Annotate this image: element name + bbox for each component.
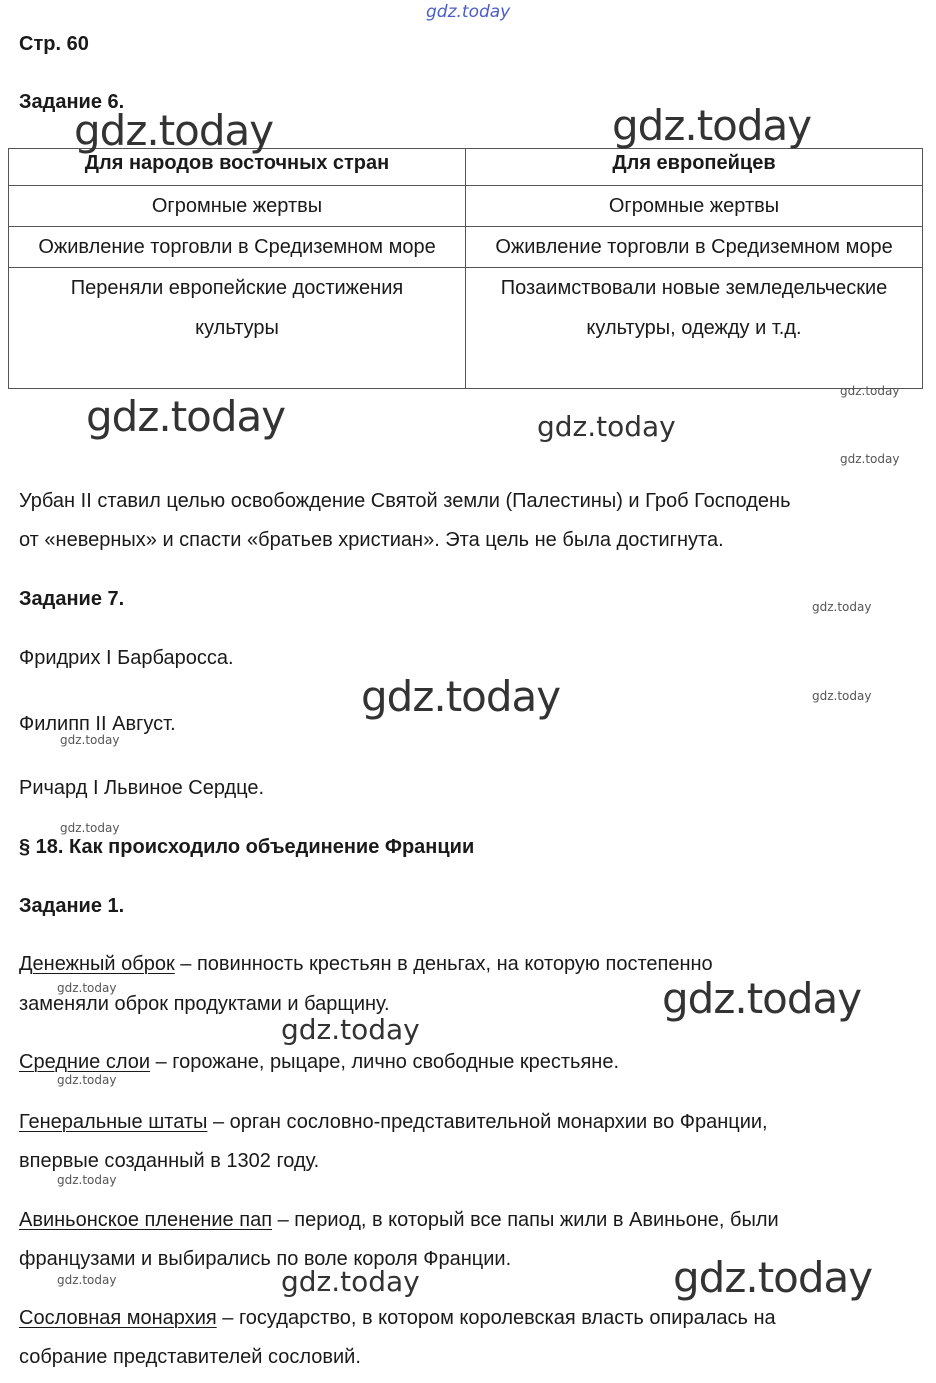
task7-item: Ричард I Львиное Сердце. xyxy=(19,777,265,799)
definition-line xyxy=(19,1200,779,1240)
task7-item: Филипп II Август. xyxy=(19,713,176,735)
watermark: gdz.today xyxy=(57,1073,117,1087)
table-header-europe: Для европейцев xyxy=(466,149,923,186)
table-cell: Огромные жертвы xyxy=(9,186,466,227)
watermark: gdz.today xyxy=(86,392,286,441)
definition-term: Генеральные штаты xyxy=(19,1111,208,1133)
site-watermark-top: gdz.today xyxy=(426,2,511,22)
watermark: gdz.today xyxy=(57,981,117,995)
watermark: gdz.today xyxy=(60,733,120,747)
table-row xyxy=(9,268,923,389)
watermark: gdz.today xyxy=(673,1253,873,1302)
definition-text: – период, в который все папы жили в Авиньоне, были xyxy=(272,1209,779,1231)
task6-title: Задание 6. xyxy=(19,91,125,113)
task1-title: Задание 1. xyxy=(19,895,125,917)
watermark: gdz.today xyxy=(281,1265,420,1298)
table-cell: Оживление торговли в Средиземном море xyxy=(466,227,923,268)
watermark: gdz.today xyxy=(57,1273,117,1287)
watermark: gdz.today xyxy=(662,974,862,1023)
table-cell: Позаимствовали новые земледельческие культуры, одежду и т.д. xyxy=(466,268,923,389)
table-row xyxy=(9,186,923,227)
task6-answer-line2: от «неверных» и спасти «братьев христиан». Эта цель не была достигнута. xyxy=(19,529,724,551)
definition-term: Авиньонское пленение пап xyxy=(19,1209,273,1231)
definition-line: впервые созданный в 1302 году. xyxy=(19,1150,320,1172)
section-title: § 18. Как происходило объединение Франции xyxy=(19,836,475,858)
definition-line: заменяли оброк продуктами и барщину. xyxy=(19,993,390,1015)
definition-text: – государство, в котором королевская власть опиралась на xyxy=(216,1307,776,1329)
comparison-table xyxy=(8,148,923,389)
task7-title: Задание 7. xyxy=(19,588,125,610)
watermark: gdz.today xyxy=(840,452,900,466)
watermark: gdz.today xyxy=(74,106,274,155)
watermark: gdz.today xyxy=(612,101,812,150)
definition-term: Средние слои xyxy=(19,1051,151,1073)
table-cell: Переняли европейские достижения культуры xyxy=(9,268,466,389)
definition-text: – орган сословно-представительной монархии во Франции, xyxy=(207,1111,768,1133)
watermark: gdz.today xyxy=(281,1013,420,1046)
watermark: gdz.today xyxy=(57,1173,117,1187)
watermark: gdz.today xyxy=(840,384,900,398)
definition-line xyxy=(19,1102,768,1142)
definition-text: – горожане, рыцаре, лично свободные крестьяне. xyxy=(150,1051,620,1073)
definition-term: Денежный оброк xyxy=(19,953,175,975)
watermark: gdz.today xyxy=(361,672,561,721)
page-number: Стр. 60 xyxy=(19,33,89,55)
watermark: gdz.today xyxy=(60,821,120,835)
table-row xyxy=(9,227,923,268)
definition-line: собрание представителей сословий. xyxy=(19,1346,361,1368)
task6-answer-line1: Урбан II ставил целью освобождение Святой земли (Палестины) и Гроб Господень xyxy=(19,490,791,512)
watermark: gdz.today xyxy=(537,410,676,443)
table-cell: Оживление торговли в Средиземном море xyxy=(9,227,466,268)
table-cell: Огромные жертвы xyxy=(466,186,923,227)
watermark: gdz.today xyxy=(812,600,872,614)
definition-line xyxy=(19,944,713,984)
definition-line xyxy=(19,1298,776,1338)
definition-text: – повинность крестьян в деньгах, на которую постепенно xyxy=(174,953,713,975)
definition-term: Сословная монархия xyxy=(19,1307,217,1329)
table-header-east: Для народов восточных стран xyxy=(9,149,466,186)
watermark: gdz.today xyxy=(812,689,872,703)
definition-line: французами и выбирались по воле короля Франции. xyxy=(19,1248,512,1270)
task7-item: Фридрих I Барбаросса. xyxy=(19,647,234,669)
